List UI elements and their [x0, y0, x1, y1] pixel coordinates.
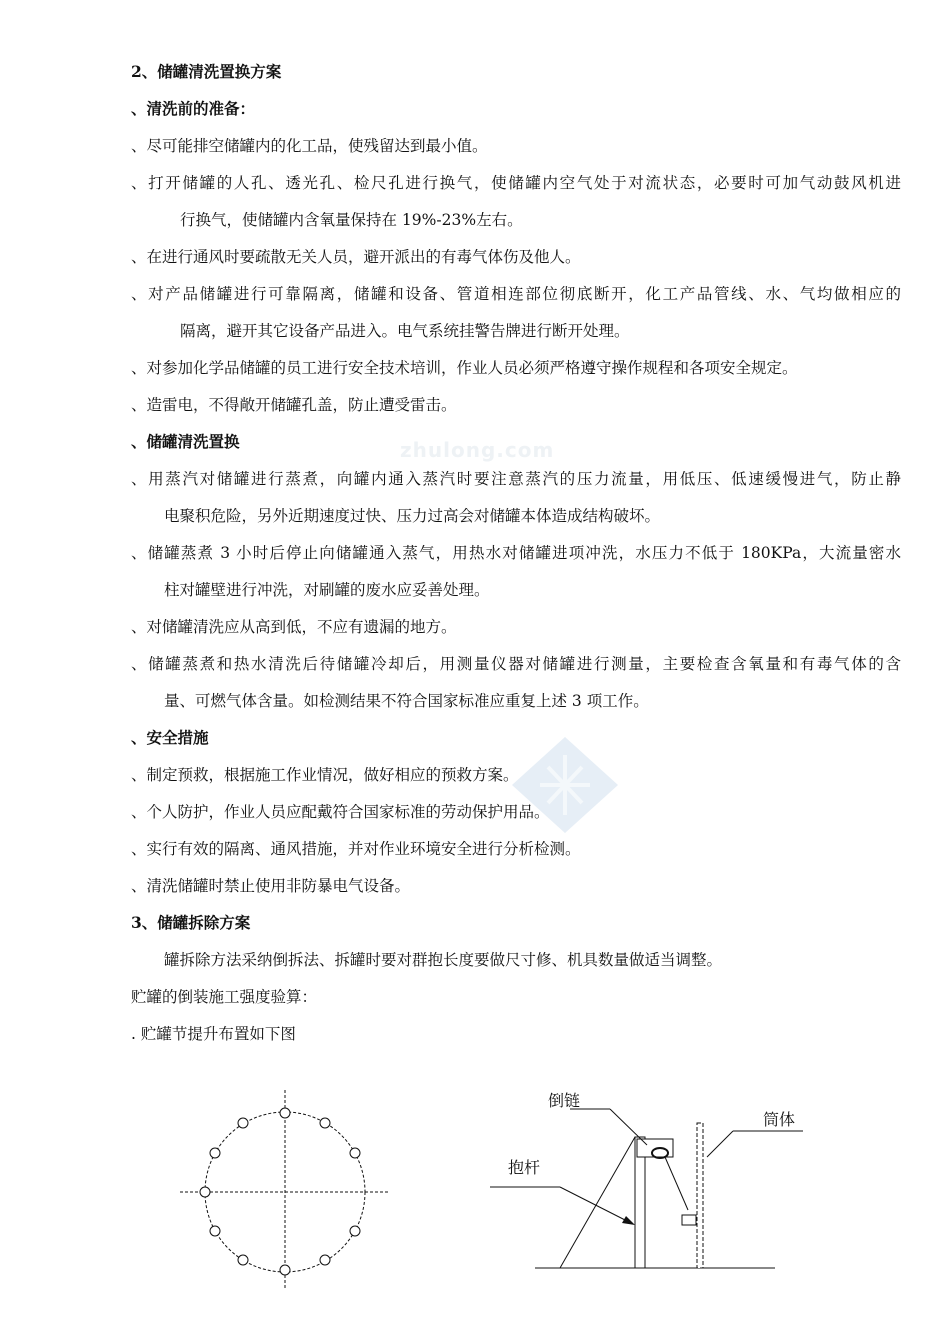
tank-shell-label: 筒体: [763, 1110, 796, 1129]
lifting-point: [280, 1265, 290, 1275]
prep-item-6: 、造雷电，不得敞开储罐孔盖，防止遭受雷击。: [131, 396, 457, 414]
section3-heading: 3、储罐拆除方案: [131, 913, 251, 932]
clean-title: 、储罐清洗置换: [131, 432, 240, 451]
lifting-point: [320, 1118, 330, 1128]
safety-item-3: 、实行有效的隔离、通风措施，并对作业环境安全进行分析检测。: [131, 840, 581, 858]
lifting-point: [238, 1118, 248, 1128]
prep-item-3: 、在进行通风时要疏散无关人员，避开派出的有毒气体伤及他人。: [131, 248, 581, 266]
tank-shell-wall: [697, 1123, 703, 1268]
lifting-layout-plan-figure: [175, 1085, 405, 1295]
lifting-point: [350, 1148, 360, 1158]
prep-item-1: 、尽可能排空储罐内的化工品，使残留达到最小值。: [131, 137, 488, 155]
clean-item-2-cont: 柱对罐壁进行冲洗，对刷罐的废水应妥善处理。: [164, 581, 490, 599]
clean-item-2: 、储罐蒸煮 3 小时后停止向储罐通入蒸气，用热水对储罐进项冲洗，水压力不低于 180KPa，大流量密水: [131, 544, 901, 562]
figure-caption: . 贮罐节提升布置如下图: [131, 1025, 296, 1043]
lifting-point: [210, 1148, 220, 1158]
clean-item-4-cont: 量、可燃气体含量。如检测结果不符合国家标准应重复上述 3 项工作。: [164, 692, 649, 710]
lifting-point: [210, 1226, 220, 1236]
chain-hoist-label: 倒链: [548, 1091, 581, 1110]
lifting-point: [320, 1255, 330, 1265]
clean-item-1-cont: 电聚积危险，另外近期速度过快、压力过高会对储罐本体造成结构破坏。: [164, 507, 661, 525]
chain-leader-diagonal: [610, 1109, 647, 1145]
watermark-text: zhulong.com: [400, 438, 555, 462]
lifting-point: [350, 1226, 360, 1236]
strength-calc-title: 贮罐的倒装施工强度验算：: [131, 988, 318, 1006]
safety-item-1: 、制定预救，根据施工作业情况，做好相应的预救方案。: [131, 766, 519, 784]
gin-pole-label: 抱杆: [508, 1158, 541, 1177]
safety-item-2: 、个人防护，作业人员应配戴符合国家标准的劳动保护用品。: [131, 803, 550, 821]
lifting-point: [280, 1108, 290, 1118]
lifting-point: [200, 1187, 210, 1197]
pole-leader-arrow-icon: [622, 1216, 635, 1225]
prep-item-4: 、对产品储罐进行可靠隔离，储罐和设备、管道相连部位彻底断开，化工产品管线、水、气均做相应的: [131, 285, 901, 303]
section3-paragraph: 罐拆除方法采纳倒拆法、拆罐时要对群抱长度要做尺寸修、机具数量做适当调整。: [164, 951, 723, 969]
shell-leader-diagonal: [707, 1131, 733, 1157]
prep-item-2-cont: 行换气，使储罐内含氧量保持在 19%-23%左右。: [180, 211, 523, 229]
prep-item-2: 、打开储罐的人孔、透光孔、检尺孔进行换气，使储罐内空气处于对流状态，必要时可加气动鼓风机进: [131, 174, 901, 192]
safety-item-4: 、清洗储罐时禁止使用非防暴电气设备。: [131, 877, 411, 895]
prep-item-4-cont: 隔离，避开其它设备产品进入。电气系统挂警告牌进行断开处理。: [180, 322, 630, 340]
guy-line: [560, 1137, 635, 1268]
lifting-point: [238, 1255, 248, 1265]
lifting-lug: [682, 1215, 696, 1225]
safety-title: 、安全措施: [131, 728, 209, 747]
clean-item-1: 、用蒸汽对储罐进行蒸煮，向罐内通入蒸汽时要注意蒸汽的压力流量，用低压、低速缓慢进气，防止静: [131, 470, 901, 488]
prep-item-5: 、对参加化学品储罐的员工进行安全技术培训，作业人员必须严格遵守操作规程和各项安全规定。: [131, 359, 798, 377]
pole-leader-diagonal: [560, 1187, 627, 1221]
section2-heading: 2、储罐清洗置换方案: [131, 62, 282, 81]
hoist-chain-line: [665, 1157, 688, 1210]
clean-item-4: 、储罐蒸煮和热水清洗后待储罐冷却后，用测量仪器对储罐进行测量，主要检查含氧量和有毒气体的含: [131, 655, 901, 673]
clean-item-3: 、对储罐清洗应从高到低，不应有遗漏的地方。: [131, 618, 457, 636]
prep-title: 、清洗前的准备：: [131, 99, 256, 118]
